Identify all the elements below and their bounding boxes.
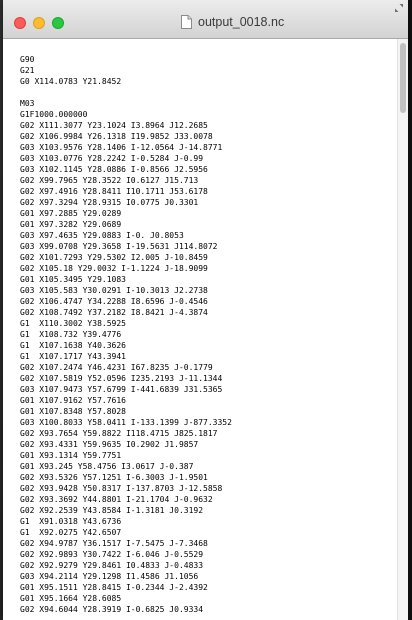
document-icon [181,15,192,29]
code-line: G02 X97.3294 Y28.9315 I0.0775 J0.3301 [20,198,199,207]
code-line: G02 X94.9787 Y36.1517 I-7.5475 J-7.3468 [20,539,208,548]
code-line: G0 X114.0783 Y21.8452 [20,77,122,86]
code-line: G1 X110.3002 Y38.5925 [20,319,126,328]
gcode-text [3,39,398,615]
code-line [20,87,398,98]
code-line: G01 X107.8348 Y57.8028 [20,407,126,416]
code-line: G02 X107.5819 Y52.0596 I235.2193 J-11.1344 [20,374,223,383]
code-line: G03 X105.583 Y30.0291 I-10.3013 J2.2738 [20,286,208,295]
code-line: G03 X97.4635 Y29.0883 I-0. J0.8053 [20,231,184,240]
code-line: G01 X105.3495 Y29.1083 [20,275,126,284]
close-window-button[interactable] [14,17,26,29]
code-line: G01 X93.1314 Y59.7751 [20,451,122,460]
code-line: G03 X99.0708 Y29.3658 I-19.5631 J114.8072 [20,242,218,251]
code-line: G1F1000.000000 [20,110,88,119]
code-line: G03 X102.1145 Y28.0886 I-0.8566 J2.5956 [20,165,208,174]
code-line: G03 X103.9576 Y28.1406 I-12.0564 J-14.8771 [20,143,223,152]
code-line: G1 X91.0318 Y43.6736 [20,517,122,526]
code-line: G1 X107.1717 Y43.3941 [20,352,126,361]
zoom-window-button[interactable] [52,17,64,29]
code-line: G01 X95.1664 Y28.6085 [20,594,122,603]
code-line: G1 X108.732 Y39.4776 [20,330,122,339]
document-text-area[interactable] [3,39,398,620]
code-line: G02 X93.7654 Y59.8822 I118.4715 J825.1817 [20,429,218,438]
code-line: G03 X100.8033 Y58.0411 I-133.1399 J-877.3352 [20,418,232,427]
desktop-edge [408,0,412,620]
code-line: G02 X107.2474 Y46.4231 I67.8235 J-0.1779 [20,363,213,372]
code-line: G01 X97.3282 Y29.0689 [20,220,122,229]
vertical-scrollbar[interactable] [397,39,408,620]
text-editor-window [3,0,408,620]
code-line: G1 X107.1638 Y40.3626 [20,341,126,350]
code-line: G01 X93.245 Y58.4756 I3.0617 J-0.387 [20,462,194,471]
code-line: G02 X92.9893 Y30.7422 I-6.046 J-0.5529 [20,550,204,559]
window-title: output_0018.nc [198,15,285,29]
code-line: G01 X97.2885 Y29.0289 [20,209,122,218]
code-line: G02 X106.9984 Y26.1318 I19.9852 J33.0078 [20,132,213,141]
code-line: G02 X93.9428 Y50.8317 I-137.8703 J-12.5858 [20,484,223,493]
code-line: G02 X93.5326 Y57.1251 I-6.3003 J-1.9501 [20,473,208,482]
code-line: G02 X97.4916 Y28.8411 I10.1711 J53.6178 [20,187,208,196]
code-line: G02 X92.9279 Y29.8461 I0.4833 J-0.4833 [20,561,204,570]
code-line: G02 X99.7965 Y28.3522 I0.6127 J15.713 [20,176,199,185]
fullscreen-arrows-icon[interactable] [394,3,404,13]
code-line: G02 X106.4747 Y34.2288 I8.6596 J-0.4546 [20,297,208,306]
code-line: G02 X111.3077 Y23.1024 I3.8964 J12.2685 [20,121,208,130]
code-line: G01 X95.1511 Y28.8415 I-0.2344 J-2.4392 [20,583,208,592]
code-line: G02 X101.7293 Y29.5302 I2.005 J-10.8459 [20,253,208,262]
code-line [20,43,398,54]
code-line: G1 X92.0275 Y42.6507 [20,528,122,537]
code-line: G02 X93.3692 Y44.8801 I-21.1704 J-0.9632 [20,495,213,504]
code-line: G01 X107.9162 Y57.7616 [20,396,126,405]
code-line: G90 [20,55,35,64]
code-line: G03 X103.0776 Y28.2242 I-0.5284 J-0.99 [20,154,204,163]
code-line: G02 X105.18 Y29.0032 I-1.1224 J-18.9099 [20,264,208,273]
title-bar[interactable] [3,0,408,39]
code-line: G02 X108.7492 Y37.2182 I8.8421 J-4.3874 [20,308,208,317]
code-line: G03 X107.9473 Y57.6799 I-441.6839 J31.5365 [20,385,223,394]
code-line: G21 [20,66,35,75]
scrollbar-thumb[interactable] [400,43,406,113]
code-line: G02 X93.4331 Y59.9635 I0.2902 J1.9857 [20,440,199,449]
code-line: M03 [20,99,35,108]
code-line: G03 X94.2114 Y29.1298 I1.4586 J1.1056 [20,572,199,581]
window-title-group [181,13,284,31]
minimize-window-button[interactable] [33,17,45,29]
code-line: G02 X92.2539 Y43.8584 I-1.3181 J0.3192 [20,506,204,515]
code-line: G02 X94.6044 Y28.3919 I-0.6825 J0.9334 [20,605,204,614]
